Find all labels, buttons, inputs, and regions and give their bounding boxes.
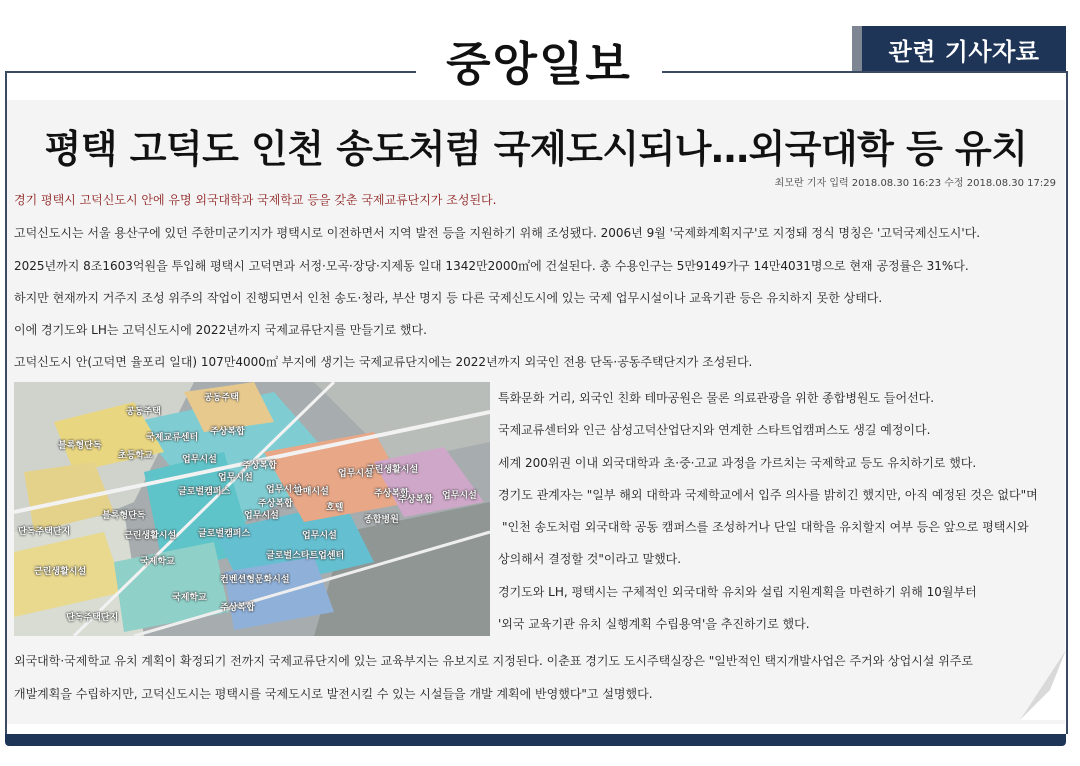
side-paragraph: 상의해서 결정할 것"이라고 말했다. bbox=[498, 552, 682, 566]
map-label: 주상복합 bbox=[398, 495, 433, 505]
map-label: 업무시설 bbox=[266, 485, 301, 495]
related-articles-badge: 관련 기사자료 bbox=[862, 26, 1066, 72]
map-label: 주상복합 bbox=[210, 427, 245, 437]
map-label: 업무시설 bbox=[244, 511, 279, 521]
map-label: 업무시설 bbox=[218, 473, 253, 483]
map-label: 국제학교 bbox=[140, 557, 175, 567]
map-label: 주상복합 bbox=[374, 489, 409, 499]
article-byline: 최모란 기자 입력 2018.08.30 16:23 수정 2018.08.30 17:29 bbox=[774, 178, 1056, 189]
paragraph: 하지만 현재까지 거주지 조성 위주의 작업이 진행되면서 인천 송도·청라, 부산 명지 등 다른 국제신도시에 있는 국제 업무시설이나 교육기관 등은 유치하지 못한 상태다. bbox=[14, 291, 883, 305]
map-label: 근린생활시설 bbox=[366, 465, 419, 475]
article-lead: 경기 평택시 고덕신도시 안에 유명 외국대학과 국제학교 등을 갖춘 국제교류단지가 조성된다. bbox=[14, 193, 497, 207]
article-headline: 평택 고덕도 인천 송도처럼 국제도시되나…외국대학 등 유치 bbox=[44, 127, 1028, 171]
paragraph: 2025년까지 8조1603억원을 투입해 평택시 고덕면과 서정·모곡·장당·지제동 일대 1342만2000㎡에 건설된다. 총 수용인구는 5만9149가구 14만4031명으로 현재 공정률은 31%다. bbox=[14, 259, 969, 273]
map-label: 주상복합 bbox=[220, 603, 255, 613]
map-label: 근린생활시설 bbox=[34, 567, 87, 577]
map-label: 단독주택단지 bbox=[66, 613, 119, 623]
map-label: 공동주택 bbox=[204, 393, 239, 403]
map-label: 글로벌캠퍼스 bbox=[178, 487, 231, 497]
map-label: 업무시설 bbox=[442, 491, 477, 501]
map-label: 판매시설 bbox=[294, 487, 329, 497]
side-paragraph: "인천 송도처럼 외국대학 공동 캠퍼스를 조성하거나 단일 대학을 유치할지 여부 등은 앞으로 평택시와 bbox=[502, 520, 1029, 534]
map-label: 글로벌캠퍼스 bbox=[198, 529, 251, 539]
map-label: 국제학교 bbox=[172, 593, 207, 603]
map-label: 초등학교 bbox=[118, 451, 153, 461]
side-paragraph: 세계 200위권 이내 외국대학과 초·중·고교 과정을 가르치는 국제학교 등도 유치하기로 했다. bbox=[498, 456, 977, 470]
map-label: 호텔 bbox=[326, 503, 344, 513]
map-label: 컨벤션형문화시설 bbox=[220, 575, 290, 585]
map-label: 블록형단독 bbox=[102, 511, 146, 521]
map-label: 글로벌스타트업센터 bbox=[266, 551, 345, 561]
map-label: 국제교류센터 bbox=[146, 433, 199, 443]
map-label: 업무시설 bbox=[338, 469, 373, 479]
frame-bottom-bar bbox=[5, 734, 1066, 746]
paragraph: 고덕신도시는 서울 용산구에 있던 주한미군기지가 평택시로 이전하면서 지역 발전 등을 지원하기 위해 조성됐다. 2006년 9월 '국제화계획지구'로 지정돼 정식 명칭은 '고덕국제신도시'다. bbox=[14, 226, 981, 240]
closing-paragraph: 개발계획을 수립하지만, 고덕신도시는 평택시를 국제도시로 발전시킬 수 있는 시설들을 개발 계획에 반영했다"고 설명했다. bbox=[14, 687, 653, 701]
newspaper-logo: 중앙일보 bbox=[416, 32, 662, 90]
side-paragraph: 경기도 관계자는 "일부 해외 대학과 국제학교에서 입주 의사를 밝히긴 했지만, 아직 예정된 것은 없다"며 bbox=[498, 488, 1038, 502]
page-curl-icon bbox=[1020, 650, 1066, 720]
map-label: 업무시설 bbox=[182, 455, 217, 465]
side-paragraph: '외국 교육기관 유치 실행계획 수립용역'을 추진하기로 했다. bbox=[498, 617, 810, 631]
paragraph: 이에 경기도와 LH는 고덕신도시에 2022년까지 국제교류단지를 만들기로 했다. bbox=[14, 323, 427, 337]
map-label: 업무시설 bbox=[302, 531, 337, 541]
paragraph: 고덕신도시 안(고덕면 율포리 일대) 107만4000㎡ 부지에 생기는 국제교류단지에는 2022년까지 외국인 전용 단독·공동주택단지가 조성된다. bbox=[14, 355, 753, 369]
map-label: 주상복합 bbox=[258, 499, 293, 509]
map-label: 종합병원 bbox=[364, 515, 399, 525]
closing-paragraph: 외국대학·국제학교 유치 계획이 확정되기 전까지 국제교류단지에 있는 교육부지는 유보지로 지정된다. 이춘표 경기도 도시주택실장은 "일반적인 택지개발사업은 주거와 상업시설 위주로 bbox=[14, 654, 973, 668]
site-plan-image bbox=[14, 382, 490, 636]
side-paragraph: 국제교류센터와 인근 삼성고덕산업단지와 연계한 스타트업캠퍼스도 생길 예정이다. bbox=[498, 423, 931, 437]
map-label: 주상복합 bbox=[242, 461, 277, 471]
map-label: 단독주택단지 bbox=[18, 527, 71, 537]
side-paragraph: 경기도와 LH, 평택시는 구체적인 외국대학 유치와 설립 지원계획을 마련하기 위해 10월부터 bbox=[498, 585, 977, 599]
map-label: 블록형단독 bbox=[58, 441, 102, 451]
map-label: 근린생활시설 bbox=[124, 531, 177, 541]
side-paragraph: 특화문화 거리, 외국인 친화 테마공원은 물론 의료관광을 위한 종합병원도 들어선다. bbox=[498, 391, 935, 405]
map-label: 공동주택 bbox=[126, 407, 161, 417]
